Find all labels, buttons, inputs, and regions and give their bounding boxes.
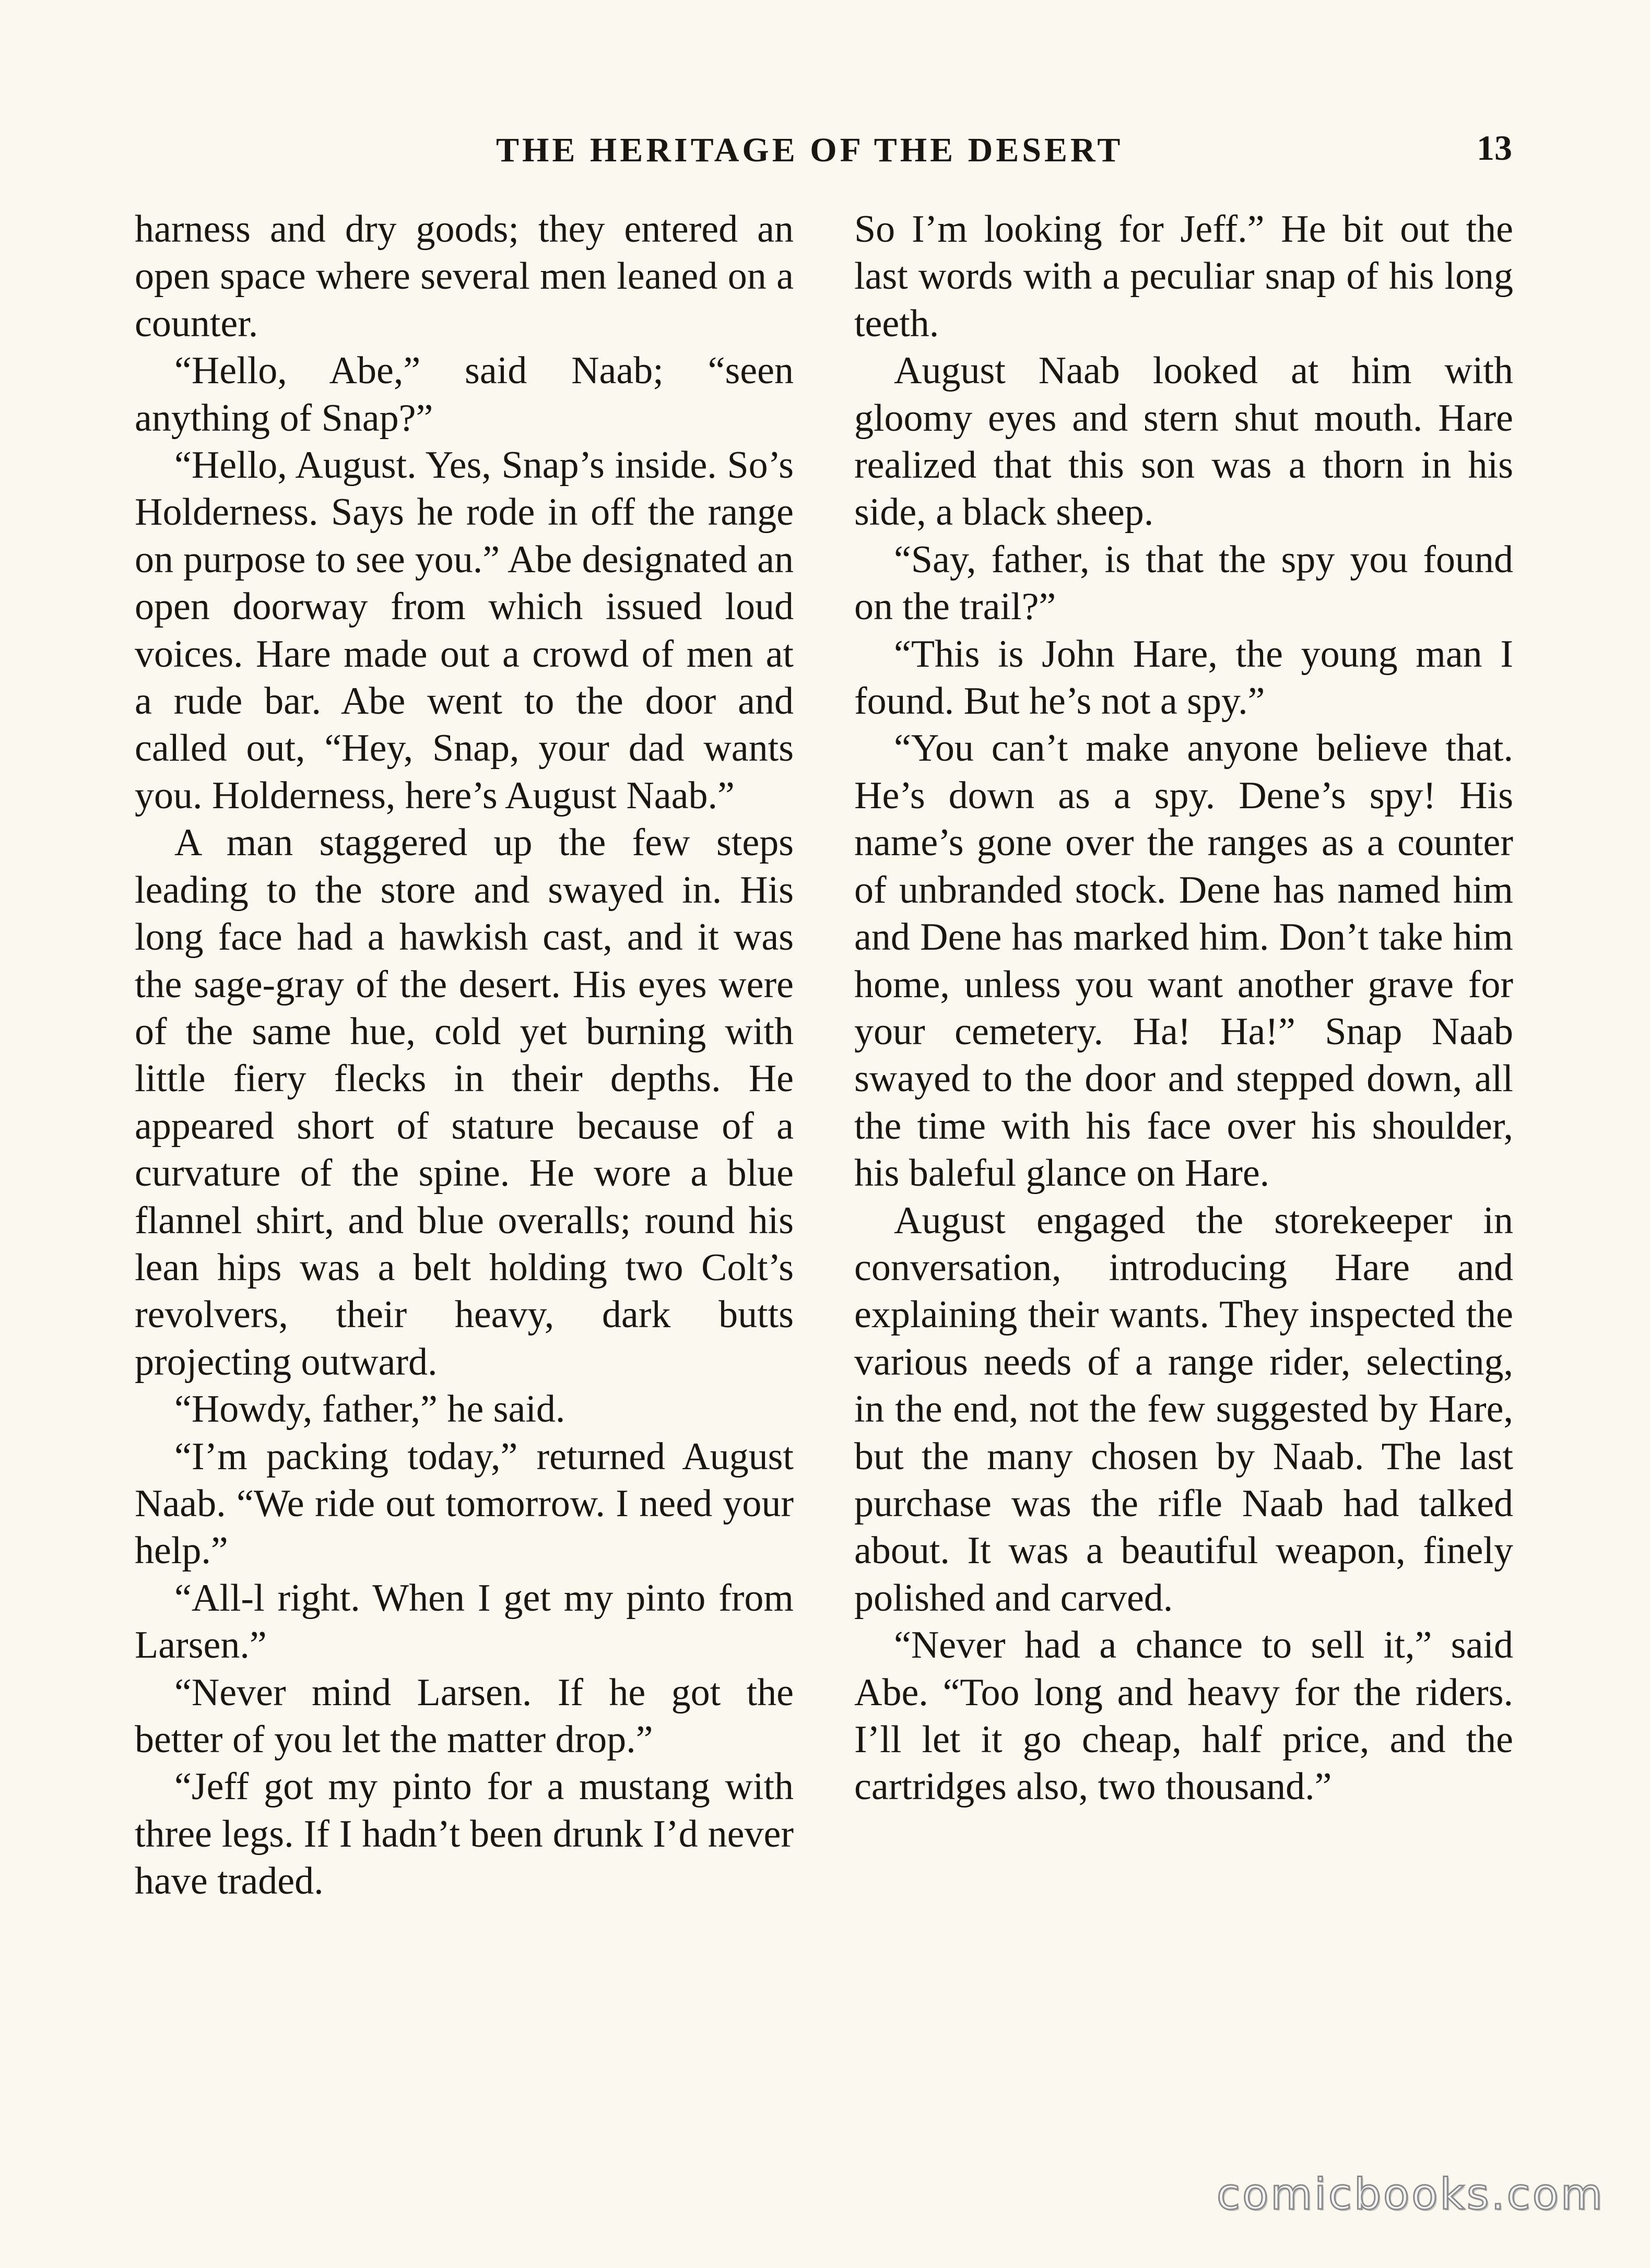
paragraph: A man staggered up the few steps leading to the store and swayed in. His long face had a hawkish cast, and it was the sage-gray of the desert. His eyes were of the same hue, cold yet burning with little fiery flecks in their depths. He appeared short of stature because of a curvature of the spine. He wore a blue flannel shirt, and blue overalls; round his lean hips was a belt holding two Colt’s revolvers, their heavy, dark butts projecting outward. (135, 821, 794, 1384)
paragraph: “Never mind Larsen. If he got the better of you let the matter drop.” (135, 1671, 794, 1761)
paragraph: “All-l right. When I get my pinto from Larsen.” (135, 1576, 794, 1667)
paragraph: harness and dry goods; they entered an open space where several men leaned on a counter. (135, 208, 794, 345)
paragraph: August Naab looked at him with gloomy eyes and stern shut mouth. Hare realized that this son was a thorn in his side, a black sheep. (854, 349, 1513, 534)
paragraph: August engaged the storekeeper in conversation, introducing Hare and explaining their wants. They inspected the various needs of a range rider, selecting, in the end, not the few suggested by Hare, but the many chosen by Naab. The last purchase was the rifle Naab had talked about. It was a beautiful weapon, finely polished and carved. (854, 1199, 1513, 1620)
running-head (0, 128, 1650, 178)
paragraph: “Howdy, father,” he said. (174, 1388, 565, 1431)
paragraph: “This is John Hare, the young man I found. But he’s not a spy.” (854, 632, 1513, 723)
book-title: THE HERITAGE OF THE DESERT (496, 131, 1124, 169)
paragraph: “Never had a chance to sell it,” said Abe. “Too long and heavy for the riders. I’ll let it go cheap, half price, and the cartridges also, two thousand.” (854, 1624, 1513, 1809)
paragraph: “Hello, August. Yes, Snap’s inside. So’s Holderness. Says he rode in off the range on purpose to see you.” Abe designated an open doorway from which issued loud voices. Hare made out a crowd of men at a rude bar. Abe went to the door and called out, “Hey, Snap, your dad wants you. Holderness, here’s August Naab.” (135, 444, 794, 817)
paragraph: “Hello, Abe,” said Naab; “seen anything of Snap?” (135, 349, 794, 440)
paragraph: “I’m packing today,” returned August Naab. “We ride out tomorrow. I need your help.” (135, 1435, 794, 1573)
paragraph: “Jeff got my pinto for a mustang with three legs. If I hadn’t been drunk I’d never have traded. (135, 1765, 794, 1903)
left-column (135, 206, 794, 1905)
watermark: comicbooks.com (1217, 2170, 1605, 2219)
paragraph: “You can’t make anyone believe that. He’s down as a spy. Dene’s spy! His name’s gone over the ranges as a counter of unbranded stock. Dene has named him and Dene has marked him. Don’t take him home, unless you want another grave for your cemetery. Ha! Ha!” Snap Naab swayed to the door and stepped down, all the time with his face over his shoulder, his baleful glance on Hare. (854, 727, 1513, 1195)
page-number: 13 (1477, 128, 1512, 168)
right-column (854, 206, 1513, 1811)
paragraph: “Say, father, is that the spy you found on the trail?” (854, 538, 1513, 629)
paragraph: So I’m looking for Jeff.” He bit out the last words with a peculiar snap of his long teeth. (854, 208, 1513, 345)
